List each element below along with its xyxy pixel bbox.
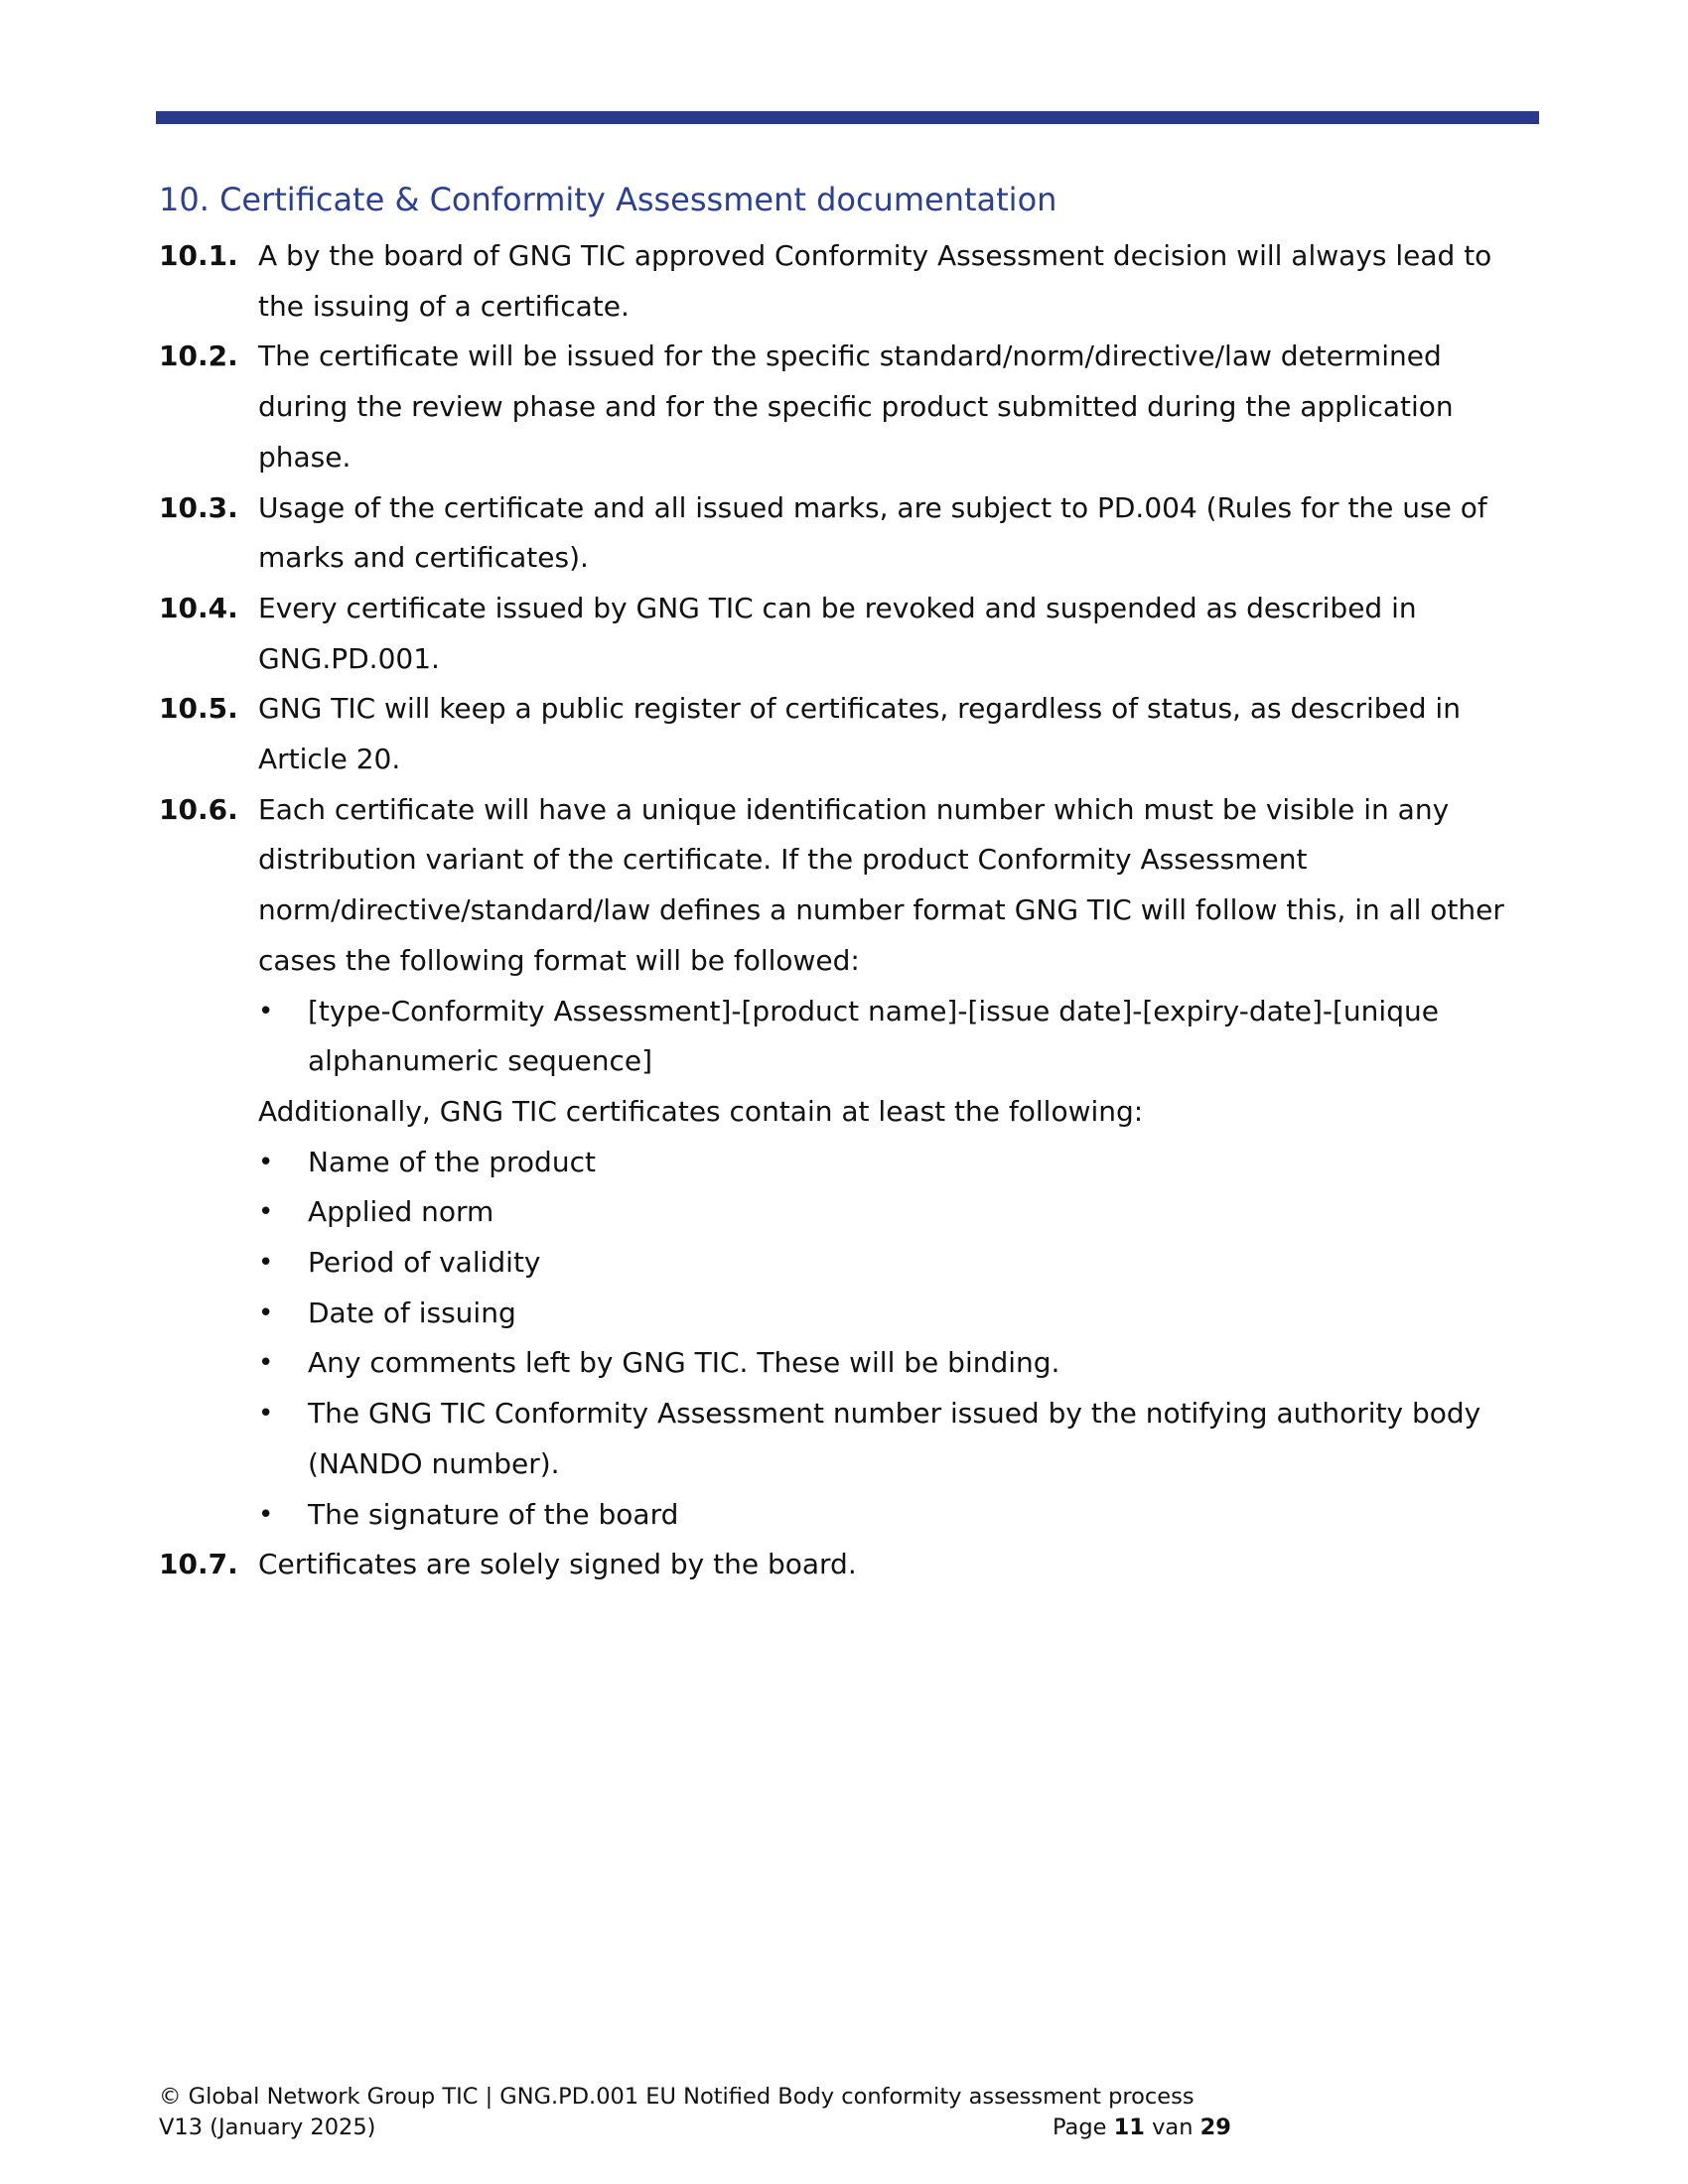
footer-version: V13 (January 2025) <box>159 2115 376 2140</box>
section-title: 10. Certificate & Conformity Assessment documentation <box>159 181 1057 218</box>
list-item <box>258 1238 1539 1289</box>
clause-text: GNG TIC will keep a public register of certificates, regardless of status, as described in Article 20. <box>258 692 1461 776</box>
page-number: Page 11 van 29 <box>1053 2115 1231 2140</box>
current-page: 11 <box>1113 2115 1145 2140</box>
bullet-icon: • <box>258 996 274 1026</box>
bullet-text: Name of the product <box>308 1145 596 1178</box>
bullet-text: Date of issuing <box>308 1296 516 1329</box>
list-item <box>258 1338 1539 1389</box>
bullet-icon: • <box>258 1248 274 1279</box>
bullet-text: The GNG TIC Conformity Assessment number issued by the notifying authority body (NANDO number). <box>308 1397 1481 1480</box>
bullet-text: [type-Conformity Assessment]-[product name]-[issue date]-[expiry-date]-[unique alphanumeric sequence] <box>308 994 1439 1078</box>
bullet-text: Period of validity <box>308 1246 541 1280</box>
clause-text: A by the board of GNG TIC approved Conformity Assessment decision will always lead to the issuing of a certificate. <box>258 239 1492 323</box>
clause-list <box>159 231 1539 1590</box>
clause-text: Every certificate issued by GNG TIC can be revoked and suspended as described in GNG.PD.001. <box>258 591 1417 675</box>
header-rule <box>156 111 1539 124</box>
page-footer <box>159 2082 1251 2143</box>
bullet-text: The signature of the board <box>308 1497 679 1531</box>
list-item <box>258 987 1539 1087</box>
clause-number: 10.3. <box>159 490 238 524</box>
clause-number: 10.7. <box>159 1548 238 1581</box>
bullet-icon: • <box>258 1197 274 1228</box>
clause-10-5 <box>159 684 1539 784</box>
clause-number: 10.4. <box>159 591 238 624</box>
content-bullet-list <box>258 1138 1539 1541</box>
total-pages: 29 <box>1199 2115 1231 2140</box>
bullet-icon: • <box>258 1499 274 1530</box>
clause-text: Certificates are solely signed by the board. <box>258 1548 857 1581</box>
bullet-text: Any comments left by GNG TIC. These will be binding. <box>308 1346 1060 1380</box>
additional-text: Additionally, GNG TIC certificates contain at least the following: <box>258 1094 1144 1128</box>
clause-10-3 <box>159 483 1539 584</box>
bullet-icon: • <box>258 1348 274 1379</box>
clause-text: Each certificate will have a unique identification number which must be visible in any distribution variant of the certificate. If the product Conformity Assessment norm/directive/standard/law defines a number format GNG TIC will follow this, in all other cases the following format will be followed: <box>258 792 1504 977</box>
clause-number: 10.2. <box>159 340 238 373</box>
clause-text: The certificate will be issued for the specific standard/norm/directive/law determined during the review phase and for the specific product submitted during the application phase. <box>258 340 1454 474</box>
bullet-icon: • <box>258 1147 274 1177</box>
list-item <box>258 1389 1539 1489</box>
clause-10-7 <box>159 1540 1539 1590</box>
bullet-icon: • <box>258 1399 274 1430</box>
clause-10-1 <box>159 231 1539 332</box>
list-item <box>258 1138 1539 1188</box>
clause-10-4 <box>159 584 1539 684</box>
clause-text: Usage of the certificate and all issued marks, are subject to PD.004 (Rules for the use of marks and certificates). <box>258 490 1487 575</box>
bullet-text: Applied norm <box>308 1195 494 1229</box>
clause-10-6 <box>159 785 1539 1541</box>
clause-number: 10.5. <box>159 692 238 726</box>
clause-number: 10.1. <box>159 239 238 272</box>
footer-copyright: © Global Network Group TIC | GNG.PD.001 EU Notified Body conformity assessment process <box>159 2084 1195 2110</box>
clause-10-2 <box>159 332 1539 482</box>
list-item <box>258 1490 1539 1541</box>
bullet-icon: • <box>258 1297 274 1328</box>
list-item <box>258 1187 1539 1238</box>
list-item <box>258 1289 1539 1339</box>
format-bullet-list <box>258 987 1539 1087</box>
clause-number: 10.6. <box>159 792 238 826</box>
